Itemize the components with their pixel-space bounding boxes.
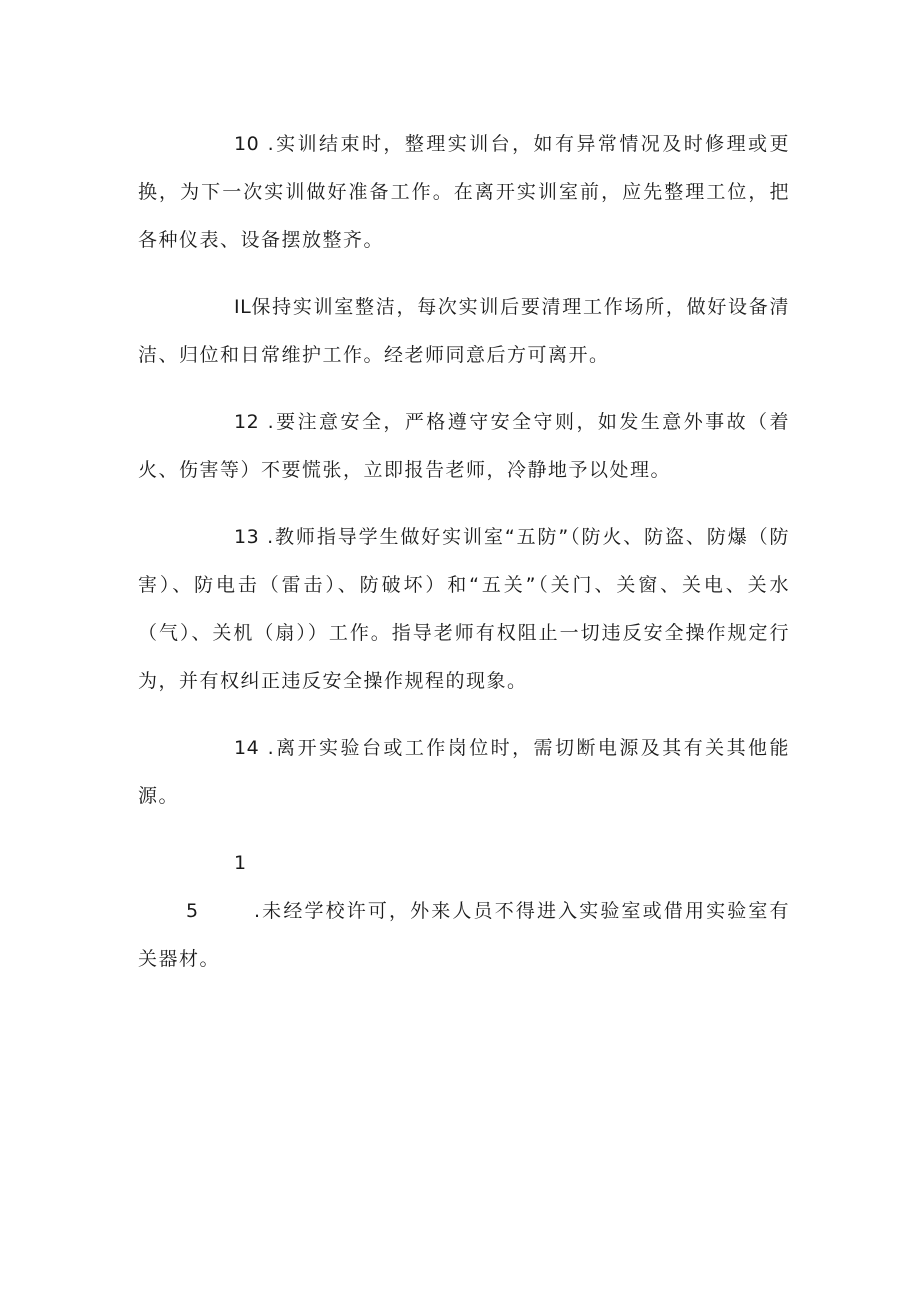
paragraph-10	[138, 120, 790, 264]
paragraph-text: .离开实验台或工作岗位时，需切断电源及其有关其他能源。	[138, 737, 790, 807]
paragraph-number: 12	[234, 411, 260, 433]
document-body	[138, 120, 790, 1002]
paragraph-text: .教师指导学生做好实训室“五防”（防火、防盗、防爆（防害）、防电击（雷击）、防破坏）和“五关”（关门、关窗、关电、关水（气）、关机（扇））工作。指导老师有权阻止一切违反安全操作规定行为，并有权纠正违反安全操作规程的现象。	[138, 526, 790, 692]
paragraph-15	[138, 839, 790, 983]
paragraph-text: .要注意安全，严格遵守安全守则，如发生意外事故（着火、伤害等）不要慌张，立即报告老师，冷静地予以处理。	[138, 411, 790, 481]
paragraph-number: 13	[234, 526, 260, 548]
paragraph-number: 15	[186, 852, 247, 922]
paragraph-text: .未经学校许可，外来人员不得进入实验室或借用实验室有关器材。	[138, 900, 790, 970]
paragraph-12	[138, 398, 790, 494]
paragraph-text: .实训结束时，整理实训台，如有异常情况及时修理或更换，为下一次实训做好准备工作。在离开实训室前，应先整理工位，把各种仪表、设备摆放整齐。	[138, 133, 790, 251]
paragraph-14	[138, 724, 790, 820]
paragraph-number: IL	[234, 296, 252, 318]
paragraph-13	[138, 513, 790, 705]
paragraph-number: 14	[234, 737, 260, 759]
paragraph-number: 10	[234, 133, 260, 155]
paragraph-11	[138, 283, 790, 379]
paragraph-text: 保持实训室整洁，每次实训后要清理工作场所，做好设备清洁、归位和日常维护工作。经老师同意后方可离开。	[138, 296, 790, 366]
